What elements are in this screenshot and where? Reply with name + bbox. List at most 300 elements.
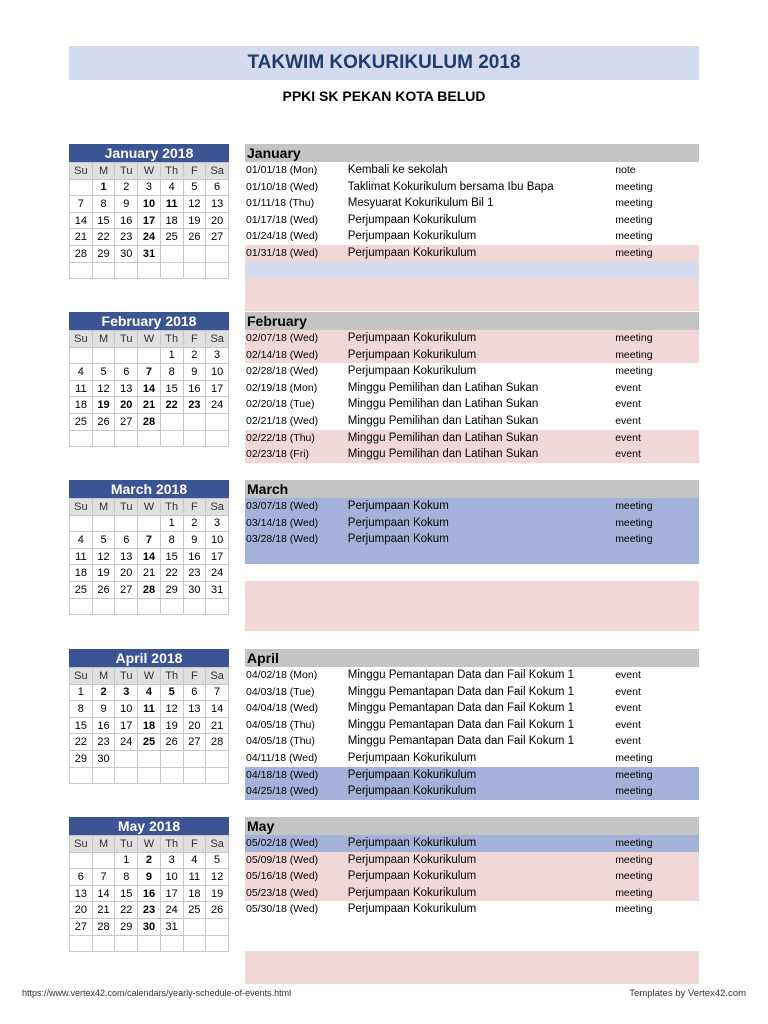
mini-calendar-grid — [69, 162, 229, 279]
calendar-day: 29 — [160, 581, 183, 598]
calendar-day: 25 — [183, 902, 206, 919]
calendar-day: 8 — [70, 701, 93, 718]
event-date: 02/07/18 (Wed) — [246, 332, 319, 344]
event-title: Perjumpaan Kokurikulum — [347, 837, 477, 849]
weekday-header: Tu — [115, 836, 138, 853]
event-list — [245, 144, 699, 311]
calendar-day — [115, 347, 138, 364]
calendar-day: 26 — [160, 734, 183, 751]
calendar-day: 20 — [115, 397, 138, 414]
event-row — [245, 515, 699, 532]
event-date: 01/31/18 (Wed) — [246, 246, 319, 259]
event-date: 03/14/18 (Wed) — [246, 516, 319, 529]
calendar-day — [138, 515, 161, 532]
event-row — [245, 901, 699, 918]
weekday-header: M — [92, 836, 115, 853]
calendar-day: 30 — [115, 245, 138, 262]
mini-calendar-grid — [69, 835, 229, 952]
event-date: 03/28/18 (Wed) — [246, 533, 319, 546]
weekday-header: Tu — [115, 499, 138, 516]
weekday-header: W — [138, 836, 161, 853]
calendar-day: 27 — [115, 413, 138, 430]
calendar-day — [92, 262, 115, 279]
calendar-day: 15 — [70, 717, 93, 734]
weekday-header: F — [183, 836, 206, 853]
mini-calendar-grid — [69, 498, 229, 615]
weekday-header: Th — [160, 331, 183, 348]
event-row — [245, 531, 699, 548]
calendar-day: 9 — [138, 869, 161, 886]
calendar-day: 25 — [160, 229, 183, 246]
calendar-day: 5 — [92, 364, 115, 381]
month-heading: April — [245, 649, 699, 667]
calendar-day: 21 — [138, 397, 161, 414]
calendar-day: 14 — [206, 701, 229, 718]
event-type: meeting — [615, 246, 653, 259]
calendar-day: 8 — [160, 364, 183, 381]
calendar-day: 28 — [92, 918, 115, 935]
weekday-header: Tu — [115, 163, 138, 180]
calendar-day — [92, 935, 115, 952]
calendar-day — [92, 767, 115, 784]
mini-calendar-title: March 2018 — [69, 480, 229, 498]
calendar-day: 3 — [160, 852, 183, 869]
calendar-day — [206, 245, 229, 262]
calendar-day: 17 — [115, 717, 138, 734]
event-type: meeting — [615, 886, 653, 899]
event-title: Minggu Pemilihan dan Latihan Sukan — [347, 448, 539, 461]
calendar-day — [92, 347, 115, 364]
weekday-header: Tu — [115, 668, 138, 685]
weekday-header: F — [183, 668, 206, 685]
event-title: Minggu Pemantapan Data dan Fail Kokum 1 — [347, 685, 575, 698]
calendar-day: 31 — [160, 918, 183, 935]
calendar-day — [115, 598, 138, 615]
weekday-header: M — [92, 499, 115, 516]
event-row — [245, 330, 699, 347]
calendar-day: 21 — [70, 229, 93, 246]
calendar-day — [183, 430, 206, 447]
empty-row — [245, 295, 699, 312]
event-title: Kembali ke sekolah — [347, 164, 448, 176]
document-title: TAKWIM KOKURIKULUM 2018 — [247, 52, 521, 73]
calendar-day — [206, 598, 229, 615]
calendar-day: 31 — [138, 245, 161, 262]
event-type: event — [615, 669, 641, 681]
calendar-day — [206, 262, 229, 279]
calendar-day: 2 — [115, 179, 138, 196]
weekday-header: Sa — [206, 163, 229, 180]
event-title: Perjumpaan Kokum — [347, 516, 449, 529]
calendar-day: 15 — [92, 212, 115, 229]
calendar-day: 2 — [92, 684, 115, 701]
footer-credit: Templates by Vertex42.com — [629, 988, 746, 999]
calendar-day: 21 — [206, 717, 229, 734]
calendar-day: 16 — [138, 885, 161, 902]
calendar-day — [183, 935, 206, 952]
event-date: 04/05/18 (Thu) — [246, 735, 315, 748]
calendar-day: 23 — [183, 565, 206, 582]
empty-row — [245, 262, 699, 279]
event-type: event — [615, 685, 641, 698]
calendar-day: 5 — [206, 852, 229, 869]
event-type: meeting — [615, 365, 653, 378]
calendar-day: 4 — [70, 532, 93, 549]
event-title: Taklimat Kokurikulum bersama Ibu Bapa — [347, 180, 554, 193]
calendar-day: 26 — [206, 902, 229, 919]
calendar-day — [183, 413, 206, 430]
weekday-header: F — [183, 331, 206, 348]
calendar-day: 11 — [160, 196, 183, 213]
calendar-day: 14 — [70, 212, 93, 229]
month-heading: January — [245, 144, 699, 162]
calendar-day — [206, 413, 229, 430]
empty-row — [245, 951, 699, 968]
calendar-day: 7 — [92, 869, 115, 886]
calendar-day: 11 — [70, 548, 93, 565]
event-title: Perjumpaan Kokurikulum — [347, 213, 477, 226]
calendar-day: 24 — [115, 734, 138, 751]
calendar-day: 28 — [138, 581, 161, 598]
calendar-day: 1 — [115, 852, 138, 869]
calendar-day: 25 — [70, 413, 93, 430]
calendar-day: 22 — [160, 565, 183, 582]
calendar-day: 25 — [70, 581, 93, 598]
mini-calendar — [69, 144, 229, 279]
weekday-header: F — [183, 163, 206, 180]
calendar-day: 31 — [206, 581, 229, 598]
calendar-day: 10 — [206, 532, 229, 549]
event-type: event — [615, 398, 641, 411]
calendar-day: 23 — [92, 734, 115, 751]
event-date: 05/02/18 (Wed) — [246, 837, 319, 849]
event-date: 03/07/18 (Wed) — [246, 500, 319, 512]
event-type: meeting — [615, 213, 653, 226]
calendar-day: 23 — [115, 229, 138, 246]
event-date: 05/16/18 (Wed) — [246, 870, 319, 883]
calendar-day: 4 — [70, 364, 93, 381]
event-row — [245, 162, 699, 179]
calendar-day — [183, 767, 206, 784]
calendar-day: 17 — [206, 380, 229, 397]
event-row — [245, 667, 699, 684]
event-type: meeting — [615, 230, 653, 243]
calendar-day — [160, 262, 183, 279]
calendar-day: 21 — [138, 565, 161, 582]
calendar-day: 18 — [138, 717, 161, 734]
event-date: 04/11/18 (Wed) — [246, 751, 318, 764]
calendar-day — [70, 935, 93, 952]
calendar-day: 24 — [206, 565, 229, 582]
event-date: 02/19/18 (Mon) — [246, 381, 318, 394]
event-title: Minggu Pemantapan Data dan Fail Kokum 1 — [347, 735, 575, 748]
event-row — [245, 430, 699, 447]
event-title: Minggu Pemantapan Data dan Fail Kokum 1 — [347, 718, 575, 731]
calendar-day: 8 — [115, 869, 138, 886]
event-row — [245, 885, 699, 902]
event-row — [245, 767, 699, 784]
mini-calendar-title: April 2018 — [69, 649, 229, 667]
calendar-day: 20 — [115, 565, 138, 582]
empty-row — [245, 548, 699, 565]
calendar-day: 4 — [138, 684, 161, 701]
calendar-day: 24 — [206, 397, 229, 414]
calendar-day: 26 — [92, 413, 115, 430]
event-type: meeting — [615, 870, 653, 883]
event-title: Minggu Pemilihan dan Latihan Sukan — [347, 381, 539, 394]
event-title: Perjumpaan Kokurikulum — [347, 870, 477, 883]
calendar-day: 17 — [138, 212, 161, 229]
calendar-day: 15 — [160, 548, 183, 565]
event-title: Minggu Pemilihan dan Latihan Sukan — [347, 414, 539, 427]
calendar-day: 2 — [183, 515, 206, 532]
calendar-day: 10 — [138, 196, 161, 213]
calendar-day: 19 — [183, 212, 206, 229]
event-title: Perjumpaan Kokurikulum — [347, 230, 477, 243]
empty-row — [245, 614, 699, 631]
event-date: 04/25/18 (Wed) — [246, 785, 319, 798]
calendar-day: 26 — [183, 229, 206, 246]
event-type: event — [615, 702, 641, 715]
calendar-day — [160, 430, 183, 447]
event-title: Perjumpaan Kokurikulum — [347, 768, 477, 781]
event-date: 04/03/18 (Tue) — [246, 685, 315, 698]
event-row — [245, 363, 699, 380]
event-title: Perjumpaan Kokurikulum — [347, 903, 477, 916]
empty-row — [245, 918, 699, 935]
calendar-day: 13 — [70, 885, 93, 902]
weekday-header: W — [138, 163, 161, 180]
event-title: Perjumpaan Kokurikulum — [347, 348, 477, 361]
calendar-day: 9 — [183, 532, 206, 549]
calendar-day: 29 — [92, 245, 115, 262]
event-title: Perjumpaan Kokurikulum — [347, 246, 477, 259]
event-row — [245, 245, 699, 262]
weekday-header: Sa — [206, 499, 229, 516]
calendar-day: 6 — [115, 364, 138, 381]
calendar-day: 3 — [206, 515, 229, 532]
calendar-day: 9 — [92, 701, 115, 718]
calendar-day: 1 — [160, 347, 183, 364]
calendar-day: 1 — [92, 179, 115, 196]
event-title: Perjumpaan Kokum — [347, 533, 449, 546]
weekday-header: Sa — [206, 836, 229, 853]
event-type: meeting — [615, 533, 653, 546]
calendar-day — [70, 430, 93, 447]
calendar-day: 16 — [92, 717, 115, 734]
event-type: event — [615, 448, 641, 461]
weekday-header: M — [92, 668, 115, 685]
event-row — [245, 783, 699, 800]
calendar-day: 6 — [206, 179, 229, 196]
calendar-day: 5 — [183, 179, 206, 196]
event-type: meeting — [615, 332, 653, 344]
calendar-day: 16 — [183, 380, 206, 397]
event-date: 01/24/18 (Wed) — [246, 230, 319, 243]
event-title: Perjumpaan Kokum — [347, 500, 449, 512]
event-row — [245, 498, 699, 515]
event-row — [245, 228, 699, 245]
footer-url[interactable]: https://www.vertex42.com/calendars/yearly-schedule-of-events.html — [22, 988, 292, 998]
weekday-header: Th — [160, 668, 183, 685]
mini-calendar-grid — [69, 667, 229, 784]
weekday-header: Su — [70, 331, 93, 348]
calendar-day — [160, 767, 183, 784]
mini-calendar-title: February 2018 — [69, 312, 229, 330]
event-type: meeting — [615, 768, 653, 781]
calendar-day: 19 — [160, 717, 183, 734]
event-date: 02/28/18 (Wed) — [246, 365, 319, 378]
event-type: event — [615, 414, 641, 427]
calendar-day: 27 — [115, 581, 138, 598]
event-list — [245, 817, 699, 984]
empty-row — [245, 581, 699, 598]
mini-calendar — [69, 480, 229, 615]
event-type: event — [615, 431, 641, 444]
calendar-day — [138, 598, 161, 615]
calendar-day: 8 — [92, 196, 115, 213]
calendar-day: 18 — [70, 565, 93, 582]
calendar-day: 28 — [138, 413, 161, 430]
weekday-header: W — [138, 499, 161, 516]
calendar-day — [70, 852, 93, 869]
calendar-day: 25 — [138, 734, 161, 751]
event-row — [245, 446, 699, 463]
calendar-day: 18 — [70, 397, 93, 414]
calendar-day: 10 — [160, 869, 183, 886]
calendar-day — [183, 262, 206, 279]
calendar-day: 27 — [183, 734, 206, 751]
calendar-day — [183, 750, 206, 767]
weekday-header: W — [138, 331, 161, 348]
calendar-day: 23 — [183, 397, 206, 414]
event-type: meeting — [615, 348, 653, 361]
mini-calendar — [69, 312, 229, 447]
calendar-day: 13 — [115, 548, 138, 565]
event-type: meeting — [615, 785, 653, 798]
event-row — [245, 195, 699, 212]
calendar-day — [92, 515, 115, 532]
weekday-header: Th — [160, 836, 183, 853]
event-row — [245, 868, 699, 885]
calendar-day: 13 — [183, 701, 206, 718]
event-row — [245, 684, 699, 701]
calendar-day — [70, 179, 93, 196]
event-date: 02/22/18 (Thu) — [246, 431, 315, 444]
empty-row — [245, 598, 699, 615]
calendar-day: 27 — [70, 918, 93, 935]
calendar-day — [206, 430, 229, 447]
calendar-day: 17 — [160, 885, 183, 902]
event-title: Minggu Pemilihan dan Latihan Sukan — [347, 398, 539, 411]
calendar-day: 29 — [70, 750, 93, 767]
calendar-day: 19 — [206, 885, 229, 902]
calendar-day: 6 — [70, 869, 93, 886]
calendar-day: 20 — [70, 902, 93, 919]
calendar-day — [115, 262, 138, 279]
weekday-header: Su — [70, 163, 93, 180]
calendar-day — [115, 935, 138, 952]
event-row — [245, 212, 699, 229]
calendar-day: 11 — [183, 869, 206, 886]
document-title-bar — [69, 46, 699, 80]
calendar-day: 3 — [138, 179, 161, 196]
event-title: Perjumpaan Kokurikulum — [347, 751, 477, 764]
calendar-day — [206, 918, 229, 935]
calendar-day: 15 — [160, 380, 183, 397]
event-row — [245, 347, 699, 364]
weekday-header: Sa — [206, 668, 229, 685]
event-title: Perjumpaan Kokurikulum — [347, 785, 477, 798]
event-date: 05/23/18 (Wed) — [246, 886, 319, 899]
event-title: Mesyuarat Kokurikulum Bil 1 — [347, 197, 494, 210]
calendar-day — [206, 750, 229, 767]
event-list — [245, 649, 699, 800]
event-row — [245, 750, 699, 767]
event-list — [245, 480, 699, 631]
event-row — [245, 852, 699, 869]
event-date: 05/30/18 (Wed) — [246, 903, 319, 916]
event-type: event — [615, 381, 641, 394]
calendar-day — [70, 515, 93, 532]
calendar-day: 14 — [92, 885, 115, 902]
calendar-day — [70, 767, 93, 784]
calendar-day: 11 — [138, 701, 161, 718]
calendar-day — [70, 347, 93, 364]
mini-calendar-title: January 2018 — [69, 144, 229, 162]
calendar-day: 28 — [206, 734, 229, 751]
empty-row — [245, 935, 699, 952]
calendar-day: 14 — [138, 548, 161, 565]
mini-calendar-grid — [69, 330, 229, 447]
calendar-day — [92, 430, 115, 447]
event-type: meeting — [615, 751, 653, 764]
month-heading: February — [245, 312, 699, 330]
event-date: 01/10/18 (Wed) — [246, 180, 319, 193]
document-subtitle: PPKI SK PEKAN KOTA BELUD — [282, 88, 486, 104]
event-title: Minggu Pemantapan Data dan Fail Kokum 1 — [347, 702, 575, 715]
event-row — [245, 717, 699, 734]
calendar-day: 2 — [138, 852, 161, 869]
calendar-day: 1 — [70, 684, 93, 701]
calendar-day — [115, 750, 138, 767]
event-type: meeting — [615, 516, 653, 529]
calendar-day: 19 — [92, 565, 115, 582]
empty-row — [245, 564, 699, 581]
calendar-day: 16 — [115, 212, 138, 229]
month-heading: March — [245, 480, 699, 498]
calendar-day: 22 — [115, 902, 138, 919]
event-title: Perjumpaan Kokurikulum — [347, 853, 477, 866]
calendar-day: 6 — [183, 684, 206, 701]
calendar-day: 16 — [183, 548, 206, 565]
calendar-day — [183, 598, 206, 615]
event-type: meeting — [615, 180, 653, 193]
event-date: 01/17/18 (Wed) — [246, 213, 319, 226]
event-date: 04/02/18 (Mon) — [246, 669, 318, 681]
weekday-header: Su — [70, 836, 93, 853]
calendar-day — [92, 598, 115, 615]
event-date: 02/20/18 (Tue) — [246, 398, 315, 411]
calendar-day — [115, 430, 138, 447]
empty-row — [245, 278, 699, 295]
calendar-day: 30 — [183, 581, 206, 598]
calendar-day: 12 — [206, 869, 229, 886]
calendar-day: 12 — [160, 701, 183, 718]
calendar-day — [138, 767, 161, 784]
calendar-day: 17 — [206, 548, 229, 565]
calendar-day: 5 — [92, 532, 115, 549]
